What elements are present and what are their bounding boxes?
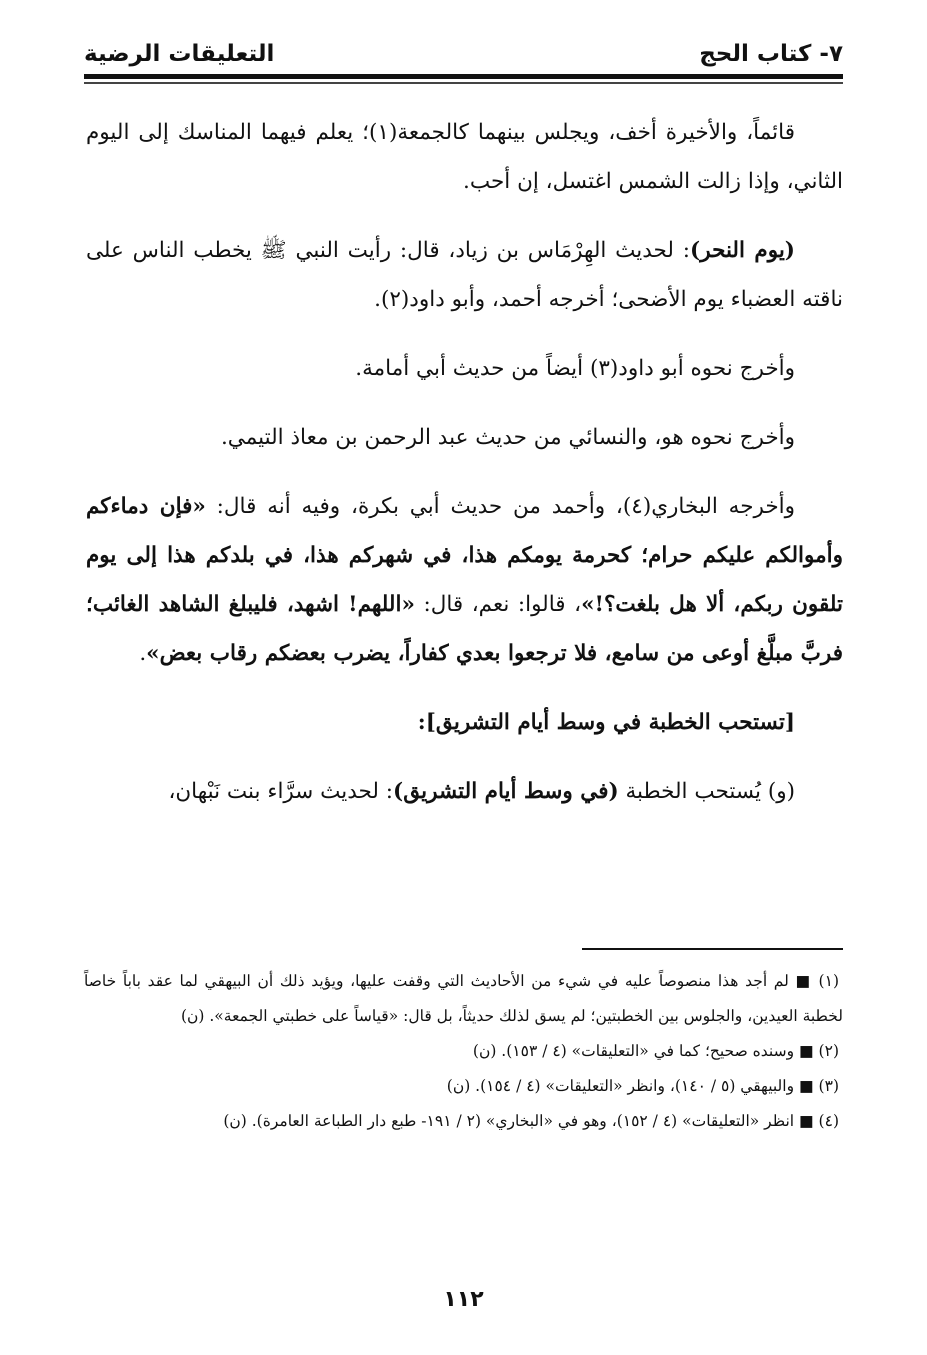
chapter-title: ٧- كتاب الحج (699, 41, 843, 67)
paragraph-1: قائماً، والأخيرة أخف، ويجلس بينهما كالجمعة(١)؛ يعلم فيهما المناسك إلى اليوم الثاني، وإذا زالت الشمس اغتسل، إن أحب. (86, 120, 843, 194)
main-text (86, 108, 843, 816)
hadith-quote-1: «فإن دماءكم وأموالكم عليكم حرام؛ كحرمة يومكم هذا، في شهركم هذا، في بلدكم هذا إلى يوم تلقون ربكم، ألا هل بلغت؟!» (86, 494, 844, 617)
footnote-2: (٢) ■ وسنده صحيح؛ كما في «التعليقات» (٤ / ١٥٣). (ن) (472, 1042, 839, 1060)
paragraph-2 (86, 226, 843, 324)
paragraph-6 (86, 767, 843, 816)
running-header (84, 36, 843, 72)
paragraph-2-text: : لحديث الهِرْمَاس بن زياد، قال: رأيت النبي ﷺ يخطب الناس على ناقته العضباء يوم الأضحى؛ أخرجه أحمد، وأبو داود(٢). (86, 238, 843, 312)
paragraph-6-lead: (و) يُستحب الخطبة (618, 779, 795, 804)
paragraph-6-text: : لحديث سرَّاء بنت نَبْهان، (168, 779, 394, 804)
header-rule-thick (84, 74, 843, 79)
header-rule-thin (84, 82, 843, 84)
section-heading: [تستحب الخطبة في وسط أيام التشريق]: (417, 710, 795, 735)
hadith-quote-2: «اللهم! اشهد، فليبلغ الشاهد الغائب؛ فربَّ مبلَّغ أوعى من سامع، فلا ترجعوا بعدي كفاراً، يضرب بعضكم رقاب بعض» (86, 592, 843, 666)
footnote-separator (582, 948, 843, 950)
footnote-1: (١) ■ لم أجد هذا منصوصاً عليه في شيء من الأحاديث التي وقفت عليها، ويؤيد ذلك أن البيهقي لما عقد باباً خاصاً لخطبة العيدين، والجلوس بين الخطبتين؛ لم يسق لذلك حديثاً، بل قال: «قياساً على خطبتي الجمعة». (ن) (84, 972, 843, 1025)
paragraph-3: وأخرج نحوه أبو داود(٣) أيضاً من حديث أبي أمامة. (355, 356, 795, 381)
footnotes (84, 964, 843, 1139)
paragraph-2-lead: (يوم النحر) (690, 238, 795, 263)
footnote-4: (٤) ■ انظر «التعليقات» (٤ / ١٥٢)، وهو في «البخاري» (٢ / ١٩١- طبع دار الطباعة العامرة). (ن) (223, 1112, 839, 1130)
paragraph-5 (86, 482, 843, 678)
page-number: ١١٢ (443, 1287, 484, 1312)
footnote-3: (٣) ■ والبيهقي (٥ / ١٤٠)، وانظر «التعليقات» (٤ / ١٥٤). (ن) (446, 1077, 839, 1095)
paragraph-4: وأخرج نحوه هو، والنسائي من حديث عبد الرحمن بن معاذ التيمي. (220, 425, 795, 450)
paragraph-5-mid: ، قالوا: نعم، قال: (414, 592, 582, 617)
paragraph-6-bold: (في وسط أيام التشريق) (393, 779, 619, 804)
paragraph-5-intro: وأخرجه البخاري(٤)، وأحمد من حديث أبي بكرة، وفيه أنه قال: (205, 494, 796, 519)
book-title: التعليقات الرضية (84, 41, 275, 67)
paragraph-5-end: . (139, 641, 147, 666)
